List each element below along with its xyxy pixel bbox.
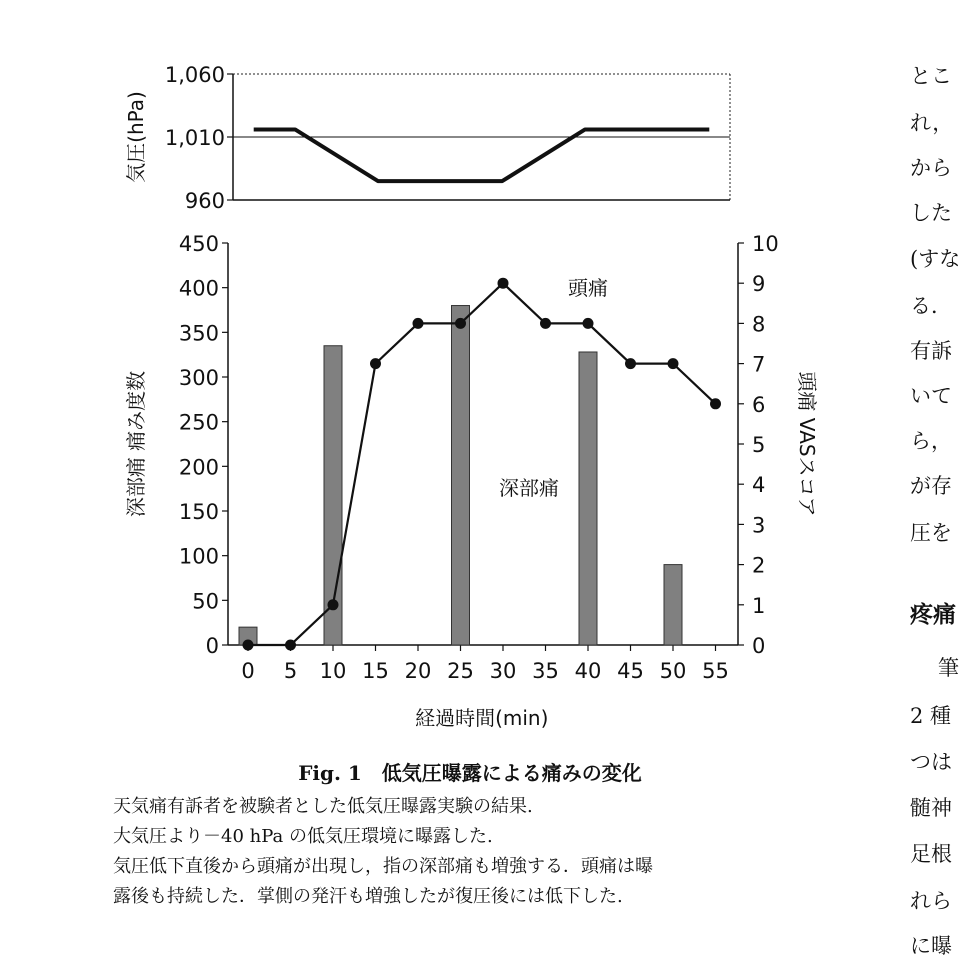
right-y-tick-label: 7 [752, 352, 766, 377]
x-tick-label: 20 [404, 659, 432, 683]
adjacent-text-line: とこ [910, 64, 952, 88]
headache-vas-point [498, 278, 509, 289]
x-tick-label: 0 [241, 659, 255, 683]
x-tick-label: 55 [702, 659, 729, 683]
pressure-y-tick-label: 960 [184, 189, 225, 213]
left-y-tick-label: 350 [178, 321, 219, 346]
adjacent-text-line: が存 [910, 474, 952, 498]
adjacent-text-line: つは [910, 750, 952, 774]
right-y-tick-label: 3 [752, 513, 766, 538]
headache-vas-point [668, 358, 679, 369]
pressure-y-tick-label: 1,060 [164, 63, 225, 87]
x-tick-label: 40 [574, 659, 602, 683]
x-tick-label: 30 [489, 659, 517, 683]
headache-vas-point [455, 318, 466, 329]
left-y-tick-label: 100 [178, 544, 219, 569]
x-axis-label: 経過時間(min) [415, 706, 549, 730]
adjacent-text-line: 疼痛 [910, 601, 956, 628]
right-y-tick-label: 10 [752, 232, 779, 256]
deep-pain-bar [452, 306, 470, 645]
adjacent-text-line: から [910, 156, 952, 180]
caption-line-1: 天気痛有訴者を被験者とした低気圧曝露実験の結果. [113, 796, 533, 817]
deep-pain-bar [664, 565, 682, 645]
headache-vas-point [583, 318, 594, 329]
headache-vas-point [370, 358, 381, 369]
x-tick-label: 5 [283, 659, 298, 683]
adjacent-text-line: る． [910, 294, 952, 318]
deep-pain-bar [579, 352, 597, 645]
adjacent-text-line: (すな [910, 247, 960, 271]
caption-line-2: 大気圧より－40 hPa の低気圧環境に曝露した. [113, 826, 493, 847]
right-y-tick-label: 1 [752, 593, 766, 618]
adjacent-text-line: 2 種 [910, 704, 952, 728]
headache-series-annotation: 頭痛 [568, 276, 608, 300]
adjacent-text-line: れら [910, 889, 952, 913]
x-tick-label: 15 [362, 659, 389, 683]
x-tick-label: 10 [319, 659, 347, 683]
headache-vas-point [413, 318, 424, 329]
right-y-axis-label: 頭痛 VASスコア [795, 371, 819, 517]
adjacent-text-line: 圧を [910, 521, 952, 545]
left-y-tick-label: 150 [178, 500, 219, 524]
headache-vas-point [328, 599, 339, 610]
x-tick-label: 50 [659, 659, 687, 683]
right-y-tick-label: 9 [752, 272, 766, 297]
left-y-tick-label: 50 [192, 589, 219, 614]
right-y-tick-label: 5 [752, 433, 766, 457]
figure-caption-title: Fig. 1 低気圧曝露による痛みの変化 [298, 761, 642, 785]
adjacent-text-line: した [910, 201, 952, 225]
left-y-tick-label: 450 [178, 232, 219, 256]
adjacent-text-line: いて [910, 384, 952, 408]
headache-vas-point [285, 640, 296, 651]
adjacent-text-line: に曝 [910, 934, 952, 958]
headache-vas-point [625, 358, 636, 369]
right-y-tick-label: 6 [752, 392, 766, 417]
left-y-tick-label: 0 [205, 634, 219, 658]
left-y-tick-label: 200 [178, 455, 219, 480]
right-y-tick-label: 0 [752, 634, 766, 658]
adjacent-text-line: 足根 [910, 842, 952, 866]
left-y-tick-label: 250 [178, 410, 219, 435]
right-y-tick-label: 4 [752, 473, 766, 498]
left-y-axis-label: 深部痛 痛み度数 [124, 370, 148, 518]
headache-vas-point [710, 398, 721, 409]
left-y-tick-label: 300 [178, 366, 219, 390]
adjacent-text-line: 筆 [938, 656, 959, 680]
right-y-tick-label: 2 [752, 553, 766, 578]
x-tick-label: 45 [617, 659, 644, 683]
x-tick-label: 35 [532, 659, 559, 683]
adjacent-text-line: れ， [910, 111, 954, 135]
adjacent-text-line: ら， [910, 429, 952, 453]
caption-line-3: 気圧低下直後から頭痛が出現し，指の深部痛も増強する．頭痛は曝 [113, 856, 653, 877]
x-tick-label: 25 [447, 659, 474, 683]
deep-pain-series-annotation: 深部痛 [499, 476, 559, 500]
headache-vas-point [243, 640, 254, 651]
pain-chart [124, 232, 819, 730]
pressure-chart [124, 63, 730, 213]
pressure-y-tick-label: 1,010 [164, 126, 225, 150]
headache-vas-line [248, 283, 716, 645]
pressure-y-axis-label: 気圧(hPa) [124, 91, 148, 183]
adjacent-text-line: 有訴 [910, 339, 952, 363]
headache-vas-point [540, 318, 551, 329]
left-y-tick-label: 400 [178, 276, 219, 301]
adjacent-text-line: 髄神 [910, 796, 952, 820]
right-y-tick-label: 8 [752, 312, 766, 337]
caption-line-4: 露後も持続した．掌側の発汗も増強したが復圧後には低下した. [113, 886, 623, 907]
